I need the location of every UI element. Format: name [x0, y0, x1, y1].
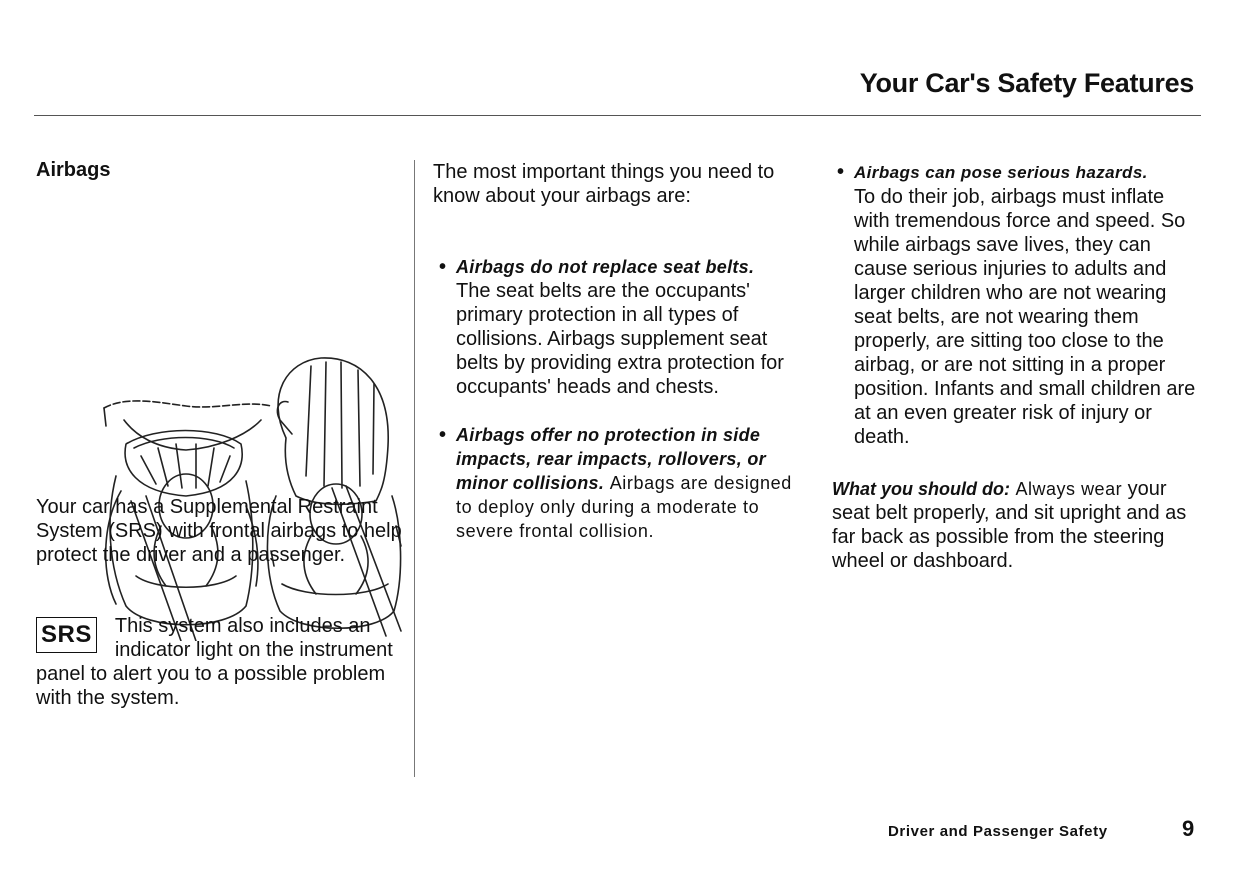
bullet-item: [433, 255, 803, 399]
bullet-body: To do their job, airbags must inflate with tremendous force and speed. So while airbags save lives, they can cause serious injuries to adults and larger children who are not wearing seat belts, are not wearing them properly, are sitting too close to the airbag, or are not sitting in a proper position. Infants and small children are at an even greater risk of injury or death.: [854, 186, 1196, 448]
page-number: 9: [1182, 816, 1195, 841]
section-heading: Airbags: [36, 159, 111, 181]
bullet-dot-icon: •: [439, 256, 447, 278]
column-divider: [414, 160, 415, 777]
what-you-should-do: [832, 477, 1202, 573]
airbags-intro: Your car has a Supplemental Restraint System (SRS) with frontal airbags to help protect the driver and a passenger.: [36, 496, 402, 566]
srs-indicator-text: This system also includes an indicator light on the instrument panel to alert you to a possible problem with the system.: [36, 615, 393, 709]
column-1: [36, 158, 406, 709]
what-you-should-do-text-2: your seat belt properly, and sit upright and as far back as possible from the steering wheel or dashboard.: [832, 478, 1187, 572]
bullet-lead: Airbags offer no protection in side impacts, rear impacts, rollovers, or minor collisions.: [456, 425, 766, 493]
footer-section-label: Driver and Passenger Safety: [888, 823, 1108, 840]
srs-indicator-icon: SRS: [36, 617, 97, 653]
bullet-lead: Airbags can pose serious hazards.: [854, 163, 1148, 182]
bullet-lead: Airbags do not replace seat belts.: [456, 257, 755, 277]
header-rule: [34, 115, 1201, 116]
bullet-item: [832, 160, 1202, 449]
column-2: [433, 160, 803, 543]
bullet-item: [433, 423, 803, 543]
bullet-body: Airbags are designed to deploy only during a moderate to severe frontal collision.: [456, 473, 792, 541]
page-title: Your Car's Safety Features: [859, 68, 1194, 98]
bullet-dot-icon: •: [837, 161, 845, 183]
bullet-body: The seat belts are the occupants' primary protection in all types of collisions. Airbags supplement seat belts by providing extra protection for occupants' heads and chests.: [456, 280, 784, 398]
what-you-should-do-text-1: Always wear: [1015, 479, 1123, 499]
bullet-dot-icon: •: [439, 424, 447, 446]
srs-indicator-note: [36, 614, 408, 710]
important-things-intro: The most important things you need to know about your airbags are:: [433, 161, 775, 207]
column-3: [832, 160, 1202, 573]
what-you-should-do-lead: What you should do:: [832, 479, 1010, 499]
